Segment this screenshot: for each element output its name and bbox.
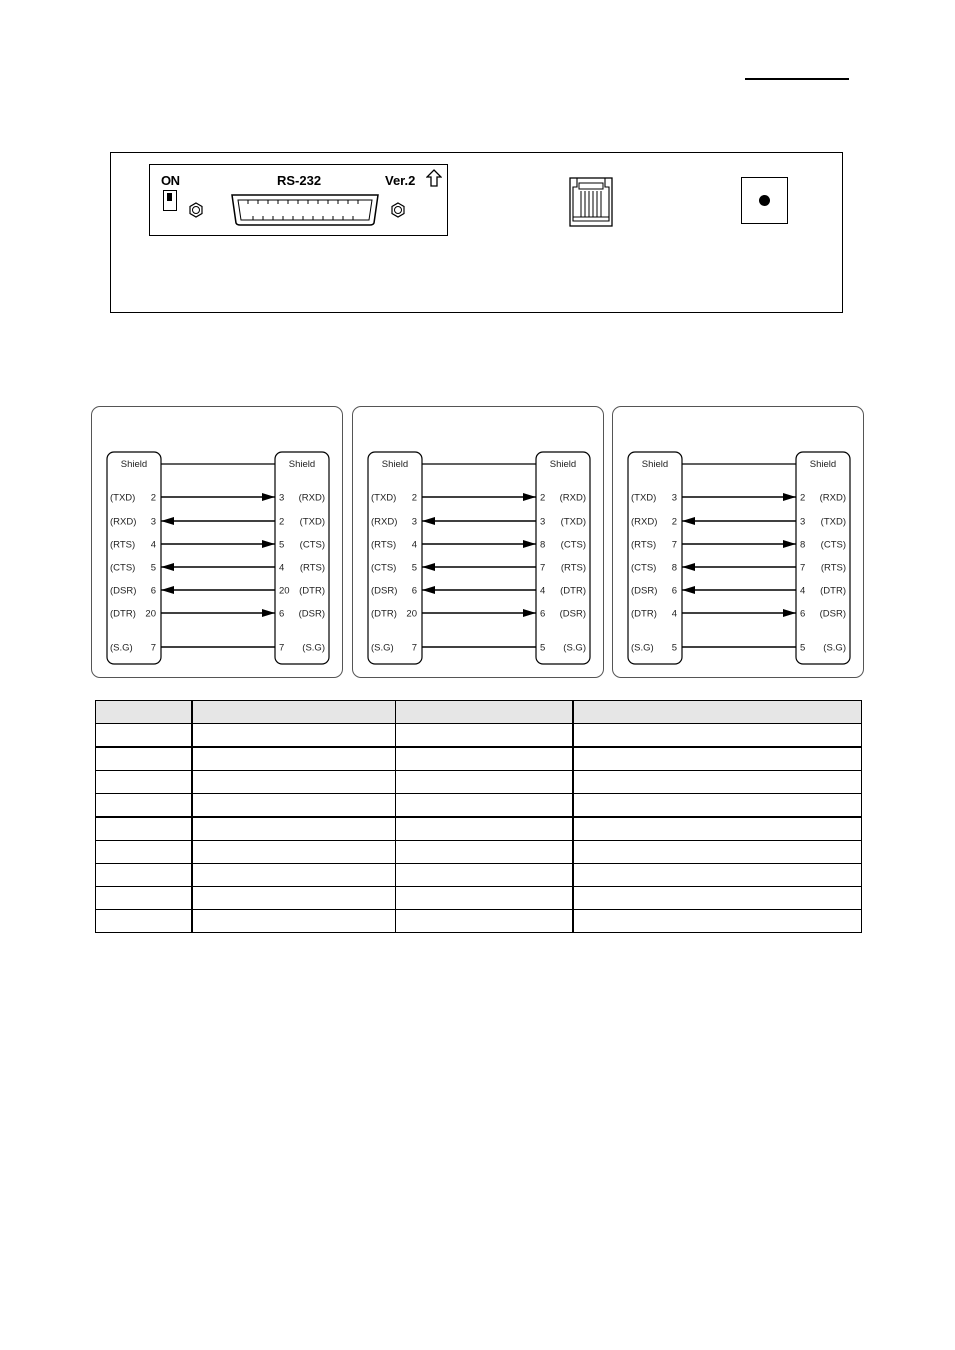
left-connector-box — [107, 452, 161, 664]
table-cell — [573, 771, 862, 794]
rs232-interface-module — [149, 164, 448, 236]
arrow-left-icon — [682, 517, 695, 525]
arrow-right-icon — [523, 493, 536, 501]
right-pin-number: 2 — [540, 492, 546, 504]
table-cell — [192, 724, 396, 748]
left-pin-number: 2 — [150, 492, 156, 504]
right-signal-label: (S.G) — [302, 642, 325, 654]
arrow-right-icon — [523, 609, 536, 617]
arrow-left-icon — [682, 563, 695, 571]
right-pin-number: 5 — [279, 539, 285, 551]
table-cell — [396, 794, 573, 818]
wiring-diagram-1 — [91, 406, 343, 678]
table-cell — [192, 817, 396, 841]
table-header-cell — [396, 701, 573, 724]
left-pin-number: 20 — [406, 608, 417, 620]
right-signal-label: (TXD) — [820, 516, 846, 528]
left-pin-number: 6 — [150, 585, 156, 597]
right-signal-label: (DTR) — [299, 585, 325, 597]
table-cell — [192, 794, 396, 818]
right-pin-number: 4 — [279, 562, 285, 574]
right-pin-number: 6 — [279, 608, 285, 620]
table-row — [96, 794, 862, 818]
right-signal-label: (DSR) — [819, 608, 846, 620]
right-signal-label: (DSR) — [559, 608, 586, 620]
table-cell — [573, 910, 862, 933]
table-cell — [192, 864, 396, 887]
left-signal-label: (CTS) — [110, 562, 136, 574]
left-pin-number: 6 — [411, 585, 417, 597]
left-pin-number: 7 — [671, 539, 677, 551]
left-signal-label: (DTR) — [631, 608, 657, 620]
right-signal-label: (RTS) — [820, 562, 846, 574]
left-pin-number: 3 — [671, 492, 677, 504]
arrow-left-icon — [422, 586, 435, 594]
arrow-right-icon — [262, 609, 275, 617]
left-signal-label: (DSR) — [371, 585, 398, 597]
power-jack-pin — [759, 195, 770, 206]
table-row — [96, 841, 862, 864]
table-cell — [96, 887, 192, 910]
right-pin-number: 2 — [279, 516, 285, 528]
arrow-right-icon — [783, 540, 796, 548]
right-signal-label: (DTR) — [820, 585, 846, 597]
table-cell — [192, 841, 396, 864]
table-cell — [573, 864, 862, 887]
left-shield-label: Shield — [381, 459, 409, 470]
arrow-left-icon — [682, 586, 695, 594]
left-signal-label: (TXD) — [110, 492, 136, 504]
left-pin-number: 4 — [150, 539, 156, 551]
table-cell — [96, 817, 192, 841]
table-row — [96, 887, 862, 910]
left-pin-number: 7 — [411, 642, 417, 654]
left-signal-label: (S.G) — [631, 642, 654, 654]
table-header-cell — [192, 701, 396, 724]
table-cell — [573, 887, 862, 910]
table-row — [96, 817, 862, 841]
table-cell — [192, 771, 396, 794]
left-shield-label: Shield — [641, 459, 669, 470]
left-pin-number: 3 — [411, 516, 417, 528]
right-signal-label: (TXD) — [299, 516, 325, 528]
table-cell — [396, 864, 573, 887]
screw-icon — [188, 202, 204, 218]
table-cell — [396, 817, 573, 841]
right-pin-number: 3 — [540, 516, 546, 528]
right-pin-number: 2 — [800, 492, 806, 504]
right-shield-label: Shield — [288, 459, 316, 470]
right-signal-label: (RTS) — [560, 562, 586, 574]
dip-switch-knob — [167, 193, 172, 201]
arrow-left-icon — [161, 517, 174, 525]
left-signal-label: (RTS) — [371, 539, 397, 551]
version-label: Ver.2 — [385, 173, 416, 188]
right-signal-label: (RXD) — [298, 492, 325, 504]
arrow-right-icon — [523, 540, 536, 548]
table-row — [96, 771, 862, 794]
drawer-kick-jack-icon — [569, 177, 613, 227]
left-signal-label: (DTR) — [110, 608, 136, 620]
left-signal-label: (DSR) — [110, 585, 137, 597]
arrow-left-icon — [422, 563, 435, 571]
interface-title: RS-232 — [277, 173, 322, 188]
table-cell — [396, 841, 573, 864]
arrow-left-icon — [422, 517, 435, 525]
right-pin-number: 7 — [540, 562, 546, 574]
arrow-right-icon — [262, 540, 275, 548]
table-cell — [573, 794, 862, 818]
table-cell — [96, 794, 192, 818]
left-signal-label: (CTS) — [631, 562, 657, 574]
db25-connector-icon — [228, 193, 382, 227]
right-signal-label: (RXD) — [559, 492, 586, 504]
left-pin-number: 8 — [671, 562, 677, 574]
right-signal-label: (DTR) — [560, 585, 586, 597]
table-cell — [96, 771, 192, 794]
left-pin-number: 5 — [411, 562, 417, 574]
left-signal-label: (DSR) — [631, 585, 658, 597]
left-signal-label: (RTS) — [110, 539, 136, 551]
table-cell — [96, 724, 192, 748]
table-cell — [573, 724, 862, 748]
right-shield-label: Shield — [809, 459, 837, 470]
power-jack-icon — [741, 177, 788, 224]
right-pin-number: 6 — [540, 608, 546, 620]
arrow-right-icon — [783, 609, 796, 617]
right-pin-number: 5 — [540, 642, 546, 654]
table-cell — [192, 910, 396, 933]
table-cell — [96, 841, 192, 864]
left-pin-number: 5 — [671, 642, 677, 654]
left-pin-number: 2 — [671, 516, 677, 528]
left-signal-label: (RXD) — [110, 516, 137, 528]
left-pin-number: 7 — [150, 642, 156, 654]
left-signal-label: (S.G) — [110, 642, 133, 654]
left-signal-label: (TXD) — [631, 492, 657, 504]
left-signal-label: (DTR) — [371, 608, 397, 620]
table-cell — [396, 887, 573, 910]
table-header-row — [96, 701, 862, 724]
printer-rear-panel — [110, 152, 843, 313]
table-row — [96, 864, 862, 887]
left-signal-label: (TXD) — [371, 492, 397, 504]
left-signal-label: (RTS) — [631, 539, 657, 551]
left-pin-number: 4 — [671, 608, 677, 620]
right-pin-number: 6 — [800, 608, 806, 620]
right-signal-label: (RTS) — [299, 562, 325, 574]
left-pin-number: 6 — [671, 585, 677, 597]
table-cell — [396, 910, 573, 933]
left-pin-number: 4 — [411, 539, 417, 551]
right-pin-number: 3 — [279, 492, 285, 504]
arrow-up-icon — [426, 169, 442, 187]
table-cell — [96, 747, 192, 771]
right-shield-label: Shield — [549, 459, 577, 470]
left-shield-label: Shield — [120, 459, 148, 470]
left-connector-box — [628, 452, 682, 664]
wiring-diagram-2 — [352, 406, 604, 678]
right-pin-number: 4 — [540, 585, 546, 597]
right-connector-box — [275, 452, 329, 664]
table-cell — [396, 771, 573, 794]
right-pin-number: 8 — [800, 539, 806, 551]
right-pin-number: 20 — [279, 585, 290, 597]
table-cell — [573, 841, 862, 864]
right-signal-label: (CTS) — [299, 539, 325, 551]
table-cell — [573, 817, 862, 841]
dip-switch-on-label: ON — [161, 173, 180, 188]
arrow-left-icon — [161, 563, 174, 571]
table-cell — [192, 887, 396, 910]
left-pin-number: 5 — [150, 562, 156, 574]
right-pin-number: 3 — [800, 516, 806, 528]
table-cell — [573, 747, 862, 771]
arrow-left-icon — [161, 586, 174, 594]
table-cell — [396, 747, 573, 771]
left-connector-box — [368, 452, 422, 664]
right-signal-label: (S.G) — [563, 642, 586, 654]
left-signal-label: (RXD) — [371, 516, 398, 528]
right-connector-box — [796, 452, 850, 664]
right-pin-number: 5 — [800, 642, 806, 654]
left-pin-number: 2 — [411, 492, 417, 504]
arrow-right-icon — [262, 493, 275, 501]
table-header-cell — [96, 701, 192, 724]
right-pin-number: 4 — [800, 585, 806, 597]
right-signal-label: (RXD) — [819, 492, 846, 504]
arrow-right-icon — [783, 493, 796, 501]
right-signal-label: (CTS) — [560, 539, 586, 551]
table-header-cell — [573, 701, 862, 724]
right-pin-number: 7 — [800, 562, 806, 574]
table-row — [96, 724, 862, 748]
left-pin-number: 3 — [150, 516, 156, 528]
wiring-diagram-3 — [612, 406, 864, 678]
right-pin-number: 7 — [279, 642, 285, 654]
left-signal-label: (RXD) — [631, 516, 658, 528]
interface-spec-table — [95, 700, 862, 933]
right-signal-label: (TXD) — [560, 516, 586, 528]
left-signal-label: (CTS) — [371, 562, 397, 574]
table-cell — [192, 747, 396, 771]
left-signal-label: (S.G) — [371, 642, 394, 654]
left-pin-number: 20 — [145, 608, 156, 620]
right-signal-label: (CTS) — [820, 539, 846, 551]
table-cell — [96, 864, 192, 887]
header-rule — [745, 78, 849, 80]
table-cell — [96, 910, 192, 933]
screw-icon — [390, 202, 406, 218]
right-signal-label: (DSR) — [298, 608, 325, 620]
dip-switch — [163, 190, 177, 211]
table-cell — [396, 724, 573, 748]
right-pin-number: 8 — [540, 539, 546, 551]
table-row — [96, 747, 862, 771]
table-row — [96, 910, 862, 933]
right-connector-box — [536, 452, 590, 664]
right-signal-label: (S.G) — [823, 642, 846, 654]
